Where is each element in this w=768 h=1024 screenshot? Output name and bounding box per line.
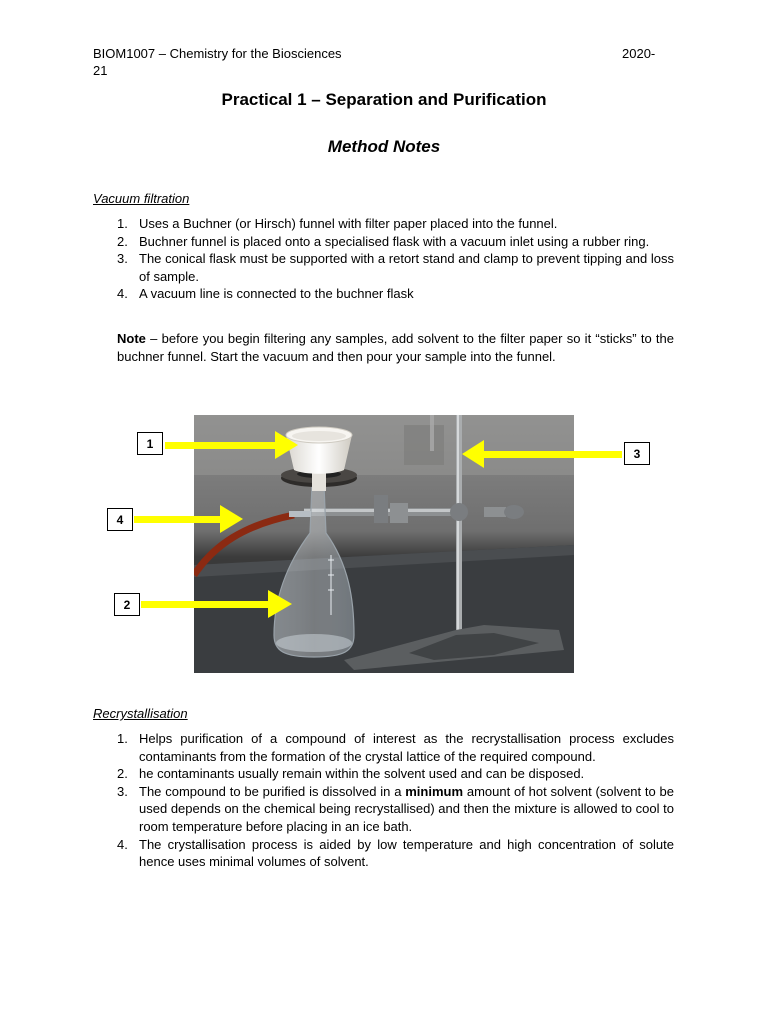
page-title: Practical 1 – Separation and Purification [221, 90, 547, 109]
recrystallisation-heading: Recrystallisation [93, 706, 188, 721]
list-item: 2. he contaminants usually remain within the solvent used and can be disposed. [117, 766, 585, 782]
note-text: – before you begin filtering any samples, add solvent to the filter paper so it “sticks” to the buchner funnel. Start the vacuum and then pour your sample into the funnel. [117, 331, 674, 364]
page-subtitle: Method Notes [327, 137, 441, 156]
course-header: BIOM1007 – Chemistry for the Biosciences [93, 46, 342, 61]
recrystallisation-steps [117, 730, 674, 871]
list-item: 3. The conical flask must be supported with a retort stand and clamp to prevent tipping and loss of sample. [117, 251, 674, 284]
callout-2-label: 2 [114, 593, 140, 616]
list-item: 3. The compound to be purified is dissolved in a minimum amount of hot solvent (solvent to be used depends on the chemical being recrystallised) and then the mixture is allowed to cool to room temperature before placing in an ice bath. [117, 783, 674, 834]
note-label: Note [117, 331, 146, 346]
year-header-continued: 21 [93, 63, 108, 78]
callout-4-label: 4 [107, 508, 133, 531]
callout-1-label: 1 [137, 432, 163, 455]
list-item: 1. Uses a Buchner (or Hirsch) funnel with filter paper placed into the funnel. [117, 216, 558, 231]
list-item: 2. Buchner funnel is placed onto a specialised flask with a vacuum inlet using a rubber ring. [117, 233, 650, 249]
list-item: 4. A vacuum line is connected to the buchner flask [117, 286, 414, 302]
callout-3-label: 3 [624, 442, 650, 465]
year-header: 2020- [622, 46, 656, 61]
vacuum-filtration-heading: Vacuum filtration [93, 191, 190, 206]
list-item: 1. Helps purification of a compound of interest as the recrystallisation process excludes contaminants from the formation of the crystal lattice of the required compound. [117, 731, 674, 764]
list-item: 4. The crystallisation process is aided by low temperature and high concentration of solute hence uses minimal volumes of solvent. [117, 836, 674, 870]
